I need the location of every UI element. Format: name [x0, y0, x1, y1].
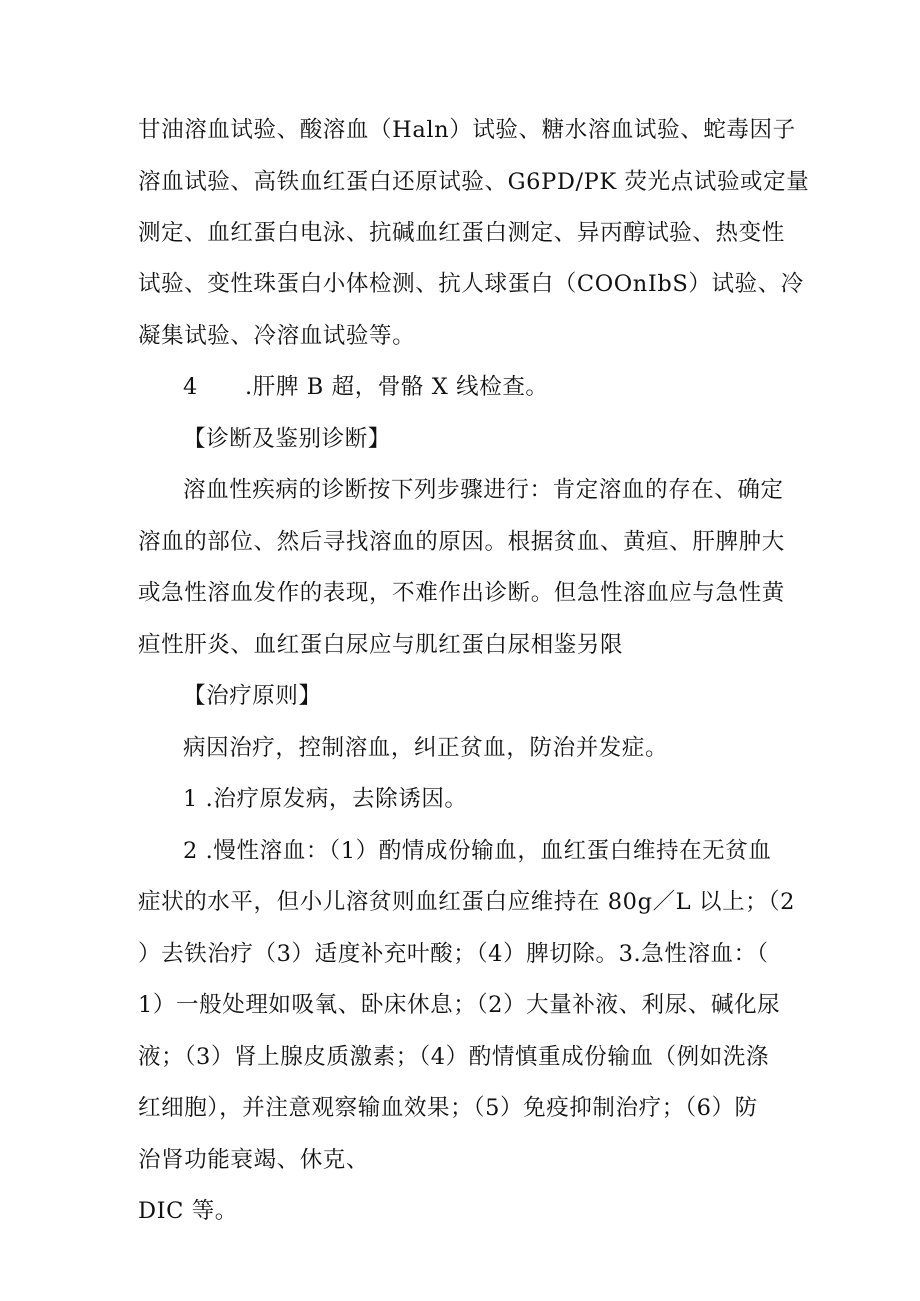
paragraph-line: 溶血的部位、然后寻找溶血的原因。根据贫血、黄疸、肝脾肿大 [138, 529, 785, 555]
list-item-text: .肝脾 B 超，骨骼 X 线检查。 [245, 374, 549, 400]
paragraph-line: 1 .治疗原发病，去除诱因。 [183, 786, 468, 812]
paragraph-line: 或急性溶血发作的表现，不难作出诊断。但急性溶血应与急性黄 [138, 580, 785, 606]
paragraph-line: 液；（3）肾上腺皮质激素；（4）酌情慎重成份输血（例如洗涤 [138, 1044, 770, 1070]
paragraph-line: 病因治疗，控制溶血，纠正贫血，防治并发症。 [183, 735, 669, 761]
paragraph-line: ）去铁治疗（3）适度补充叶酸；（4）脾切除。3.急性溶血：（ [138, 941, 769, 967]
paragraph-line: 红细胞），并注意观察输血效果；（5）免疫抑制治疗；（6）防 [138, 1095, 758, 1121]
section-heading-treatment: 【治疗原则】 [183, 683, 322, 709]
paragraph-line: 测定、血红蛋白电泳、抗碱血红蛋白测定、异丙醇试验、热变性 [138, 220, 785, 246]
paragraph-line: 2 .慢性溶血：（1）酌情成份输血，血红蛋白维持在无贫血 [183, 838, 772, 864]
section-heading-diagnosis: 【诊断及鉴别诊断】 [183, 426, 391, 452]
paragraph-line: 溶血性疾病的诊断按下列步骤进行：肯定溶血的存在、确定 [183, 477, 784, 503]
paragraph-line: 溶血试验、高铁血红蛋白还原试验、G6PD/PK 荧光点试验或定量 [138, 169, 810, 195]
paragraph-line: 试验、变性珠蛋白小体检测、抗人球蛋白（COOnIbS）试验、冷 [138, 271, 804, 297]
paragraph-line: DIC 等。 [138, 1198, 238, 1224]
paragraph-line: 疸性肝炎、血红蛋白尿应与肌红蛋白尿相鉴另限 [138, 632, 624, 658]
paragraph-line: 治肾功能衰竭、休克、 [138, 1147, 370, 1173]
paragraph-line: 1）一般处理如吸氧、卧床休息；（2）大量补液、利尿、碱化尿 [138, 992, 781, 1018]
paragraph-line: 甘油溶血试验、酸溶血（Haln）试验、糖水溶血试验、蛇毒因子 [138, 117, 796, 143]
paragraph-line: 症状的水平，但小儿溶贫则血红蛋白应维持在 80g／L 以上；（2 [138, 889, 796, 915]
list-item-number: 4 [183, 374, 198, 400]
paragraph-line: 凝集试验、冷溶血试验等。 [138, 323, 416, 349]
